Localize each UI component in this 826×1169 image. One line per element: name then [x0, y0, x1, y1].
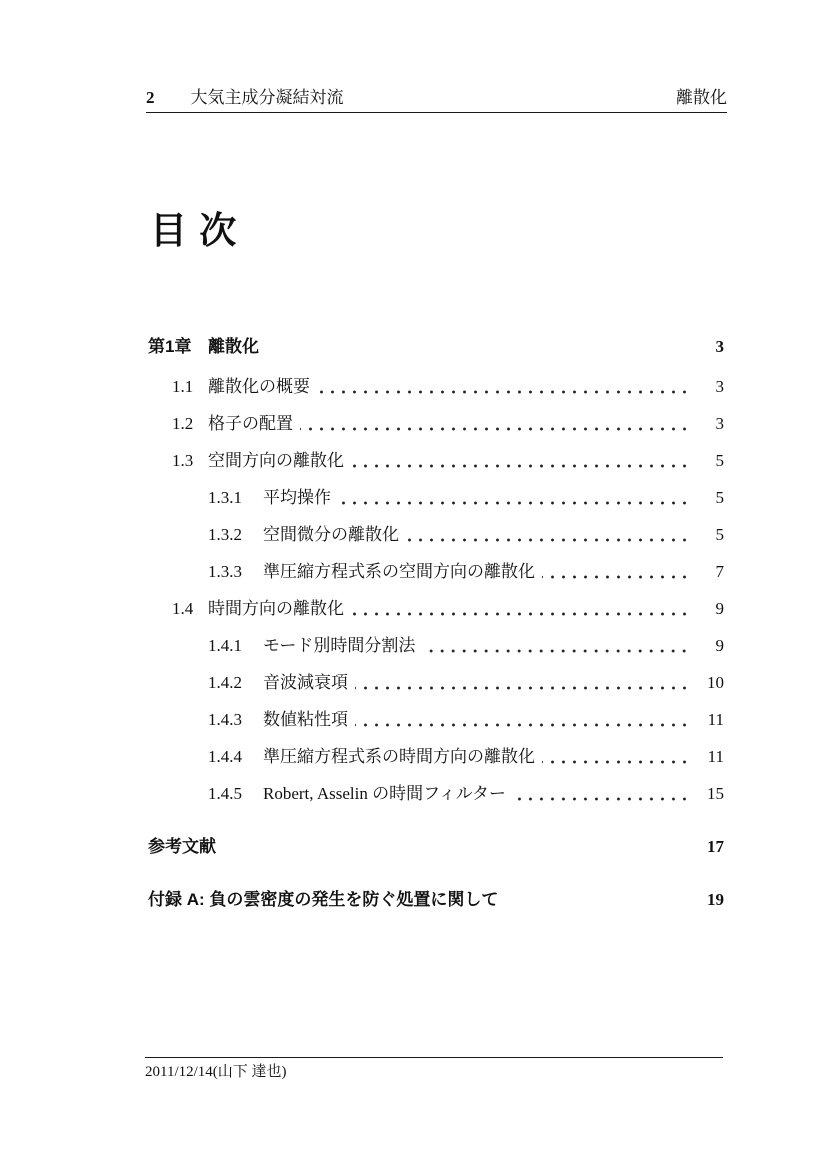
- toc-entry-page: 9: [715, 599, 724, 618]
- toc-chapter-label: 第1章: [148, 337, 192, 356]
- toc-entry-title: 音波減衰項: [263, 673, 348, 692]
- toc-entry-title: モード別時間分割法: [263, 636, 416, 655]
- toc-entry-page: 5: [715, 451, 724, 470]
- toc-entry: [148, 747, 724, 767]
- toc-entry: [148, 377, 724, 397]
- toc-entry-page: 10: [707, 673, 724, 692]
- toc-entry: [148, 673, 724, 693]
- toc-entry-page: 17: [707, 837, 724, 856]
- toc-entry-title: 準圧縮方程式系の時間方向の離散化: [263, 747, 535, 766]
- page-title: 目 次: [150, 210, 238, 251]
- toc-entry-title: 参考文献: [148, 837, 216, 856]
- toc-entry-page: 7: [715, 562, 724, 581]
- header-document-title: 大気主成分凝結対流: [190, 88, 344, 107]
- toc-entry-number: 1.3.2: [208, 525, 242, 544]
- toc-entry-page: 5: [715, 488, 724, 507]
- toc-entry-title: 付録 A: 負の雲密度の発生を防ぐ処置に関して: [148, 890, 499, 909]
- toc-entry-number: 1.3.3: [208, 562, 242, 581]
- toc-entry-number: 1.3: [172, 451, 194, 470]
- toc-entry: [148, 599, 724, 619]
- toc-leader-dots: [513, 797, 690, 801]
- toc-leader-dots: [422, 649, 690, 653]
- toc-entry-number: 1.4.4: [208, 747, 242, 766]
- toc-leader-dots: [300, 427, 690, 431]
- toc-entry: [148, 837, 724, 857]
- toc-entry-number: 1.3.1: [208, 488, 242, 507]
- toc-entry: [148, 451, 724, 471]
- toc-leader-dots: [351, 612, 690, 616]
- toc-entry: [148, 337, 724, 357]
- toc-entry-title: 時間方向の離散化: [208, 599, 344, 618]
- toc-leader-dots: [542, 760, 690, 764]
- toc-entry: [148, 636, 724, 656]
- toc-leader-dots: [542, 575, 690, 579]
- toc-entry-number: 1.4.3: [208, 710, 242, 729]
- toc-leader-dots: [355, 723, 690, 727]
- header-chapter-title: 離散化: [676, 88, 727, 107]
- toc-entry: [148, 562, 724, 582]
- toc-entry-title: 平均操作: [263, 488, 331, 507]
- toc-entry-number: 1.4.5: [208, 784, 242, 803]
- toc-entry-number: 1.2: [172, 414, 194, 433]
- toc-leader-dots: [355, 686, 690, 690]
- page-footer: [145, 1057, 723, 1081]
- toc-leader-dots: [338, 501, 690, 505]
- toc-entry: [148, 710, 724, 730]
- toc-leader-dots: [317, 390, 690, 394]
- toc-entry-title: 格子の配置: [208, 414, 293, 433]
- toc-entry-page: 3: [715, 414, 724, 433]
- toc-entry-page: 9: [715, 636, 724, 655]
- toc-entry-page: 3: [715, 377, 724, 396]
- header-page-number: 2: [146, 88, 155, 107]
- toc-entry: [148, 784, 724, 804]
- toc-entry: [148, 525, 724, 545]
- toc-entry-page: 11: [707, 710, 724, 729]
- toc-entry-title: 空間方向の離散化: [208, 451, 344, 470]
- toc-entry-page: 11: [707, 747, 724, 766]
- toc-entry-title: Robert, Asselin の時間フィルター: [263, 784, 507, 803]
- toc-entry-title: 離散化: [208, 337, 259, 356]
- footer-date-author: 2011/12/14(山下 達也): [145, 1064, 287, 1080]
- toc-entry-title: 準圧縮方程式系の空間方向の離散化: [263, 562, 535, 581]
- toc-leader-dots: [351, 464, 690, 468]
- toc-entry-page: 15: [707, 784, 724, 803]
- toc-entry: [148, 890, 724, 910]
- toc-entry-number: 1.4.2: [208, 673, 242, 692]
- toc-entry-page: 19: [707, 890, 724, 909]
- toc-entry: [148, 414, 724, 434]
- toc-entry-number: 1.4.1: [208, 636, 242, 655]
- toc-entry-title: 数値粘性項: [263, 710, 348, 729]
- toc-entry: [148, 488, 724, 508]
- toc-entry-number: 1.1: [172, 377, 194, 396]
- table-of-contents: [148, 337, 724, 910]
- toc-entry-title: 空間微分の離散化: [263, 525, 399, 544]
- toc-entry-page: 3: [715, 337, 724, 356]
- toc-entry-title: 離散化の概要: [208, 377, 310, 396]
- toc-leader-dots: [406, 538, 690, 542]
- running-header: [146, 89, 727, 113]
- toc-entry-page: 5: [715, 525, 724, 544]
- toc-entry-number: 1.4: [172, 599, 194, 618]
